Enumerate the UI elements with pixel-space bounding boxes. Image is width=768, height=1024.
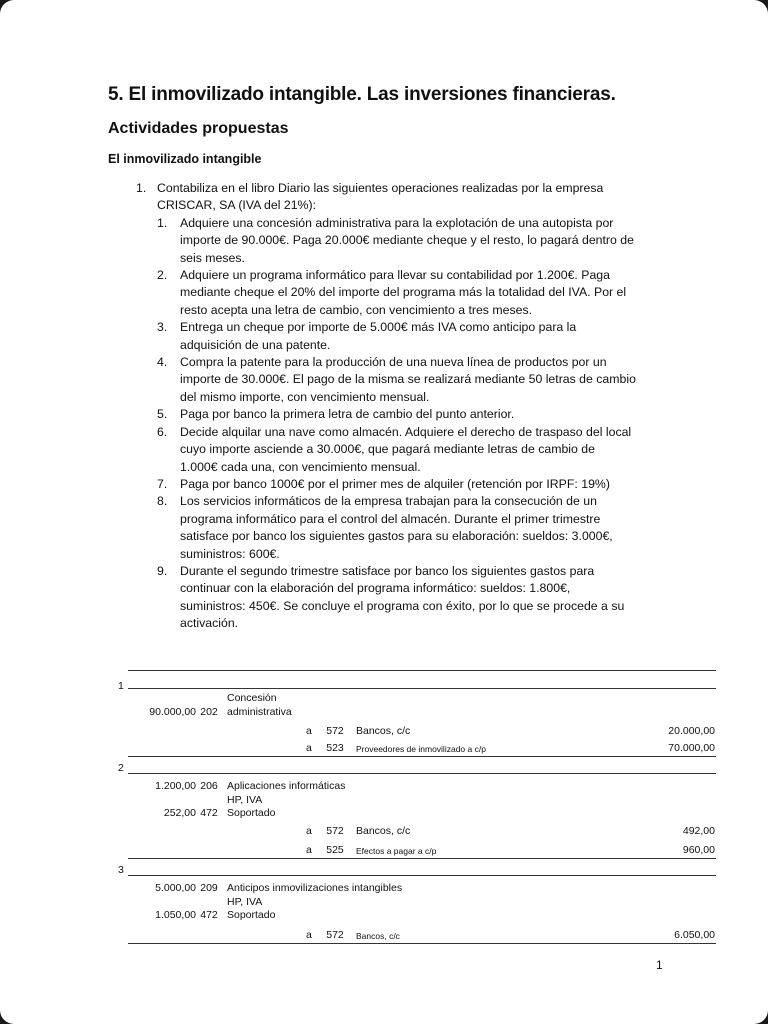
debit-account-code: 472 (200, 807, 218, 819)
entry-number: 1 (118, 680, 124, 692)
operation-number: 9. (157, 563, 168, 578)
entry-number: 2 (118, 762, 124, 774)
operations-list (157, 215, 687, 633)
credit-a: a (306, 825, 312, 837)
debit-account-name: Soportado (227, 807, 276, 819)
operation-line: Compra la patente para la producción de una nueva línea de productos por un (180, 355, 607, 370)
operation-number: 7. (157, 476, 168, 491)
credit-a: a (306, 742, 312, 754)
journal-rule (128, 773, 716, 774)
journal-rule (128, 875, 716, 876)
exercise-number: 1. (136, 181, 147, 195)
operation-line: continuar con la elaboración del programa informático: sueldos: 1.800€, (180, 581, 571, 596)
debit-account-code: 209 (200, 882, 218, 894)
subsection-title: El inmovilizado intangible (108, 152, 262, 166)
debit-account-name: administrativa (227, 706, 292, 718)
credit-account-name: Bancos, c/c (356, 931, 400, 941)
debit-account-code: 202 (200, 706, 218, 718)
credit-account-name: Proveedores de inmovilizado a c/p (356, 744, 486, 754)
credit-account-code: 572 (326, 725, 344, 737)
debit-amount: 1.200,00 (155, 780, 196, 792)
operation-line: mediante cheque el 20% del importe del programa más la totalidad del IVA. Por el (180, 285, 627, 300)
operation-item (157, 354, 687, 406)
operation-line: Los servicios informáticos de la empresa trabajan para la consecución de un (180, 494, 597, 509)
page-number: 1 (656, 958, 663, 972)
operation-line: importe de 90.000€. Paga 20.000€ mediante cheque y el resto, lo pagará dentro de (180, 233, 634, 248)
credit-account-name: Bancos, c/c (356, 825, 411, 837)
operation-number: 4. (157, 355, 168, 370)
operation-line: activación. (180, 616, 239, 631)
operation-item (157, 424, 687, 476)
exercise-1 (136, 180, 696, 633)
credit-a: a (306, 929, 312, 941)
operation-line: Paga por banco la primera letra de cambio del punto anterior. (180, 407, 515, 422)
debit-account-name: HP, IVA (227, 896, 263, 908)
operation-line: suministros: 600€. (180, 546, 280, 561)
operation-line: 1.000€ cada una, con vencimiento mensual. (180, 459, 421, 474)
operation-line: Adquiere una concesión administrativa para la explotación de una autopista por (180, 215, 614, 230)
operation-line: Decide alquilar una nave como almacén. Adquiere el derecho de traspaso del local (180, 424, 632, 439)
operation-number: 5. (157, 407, 168, 422)
debit-account-code: 472 (200, 909, 218, 921)
operation-line: cuyo importe asciende a 30.000€, que pagará mediante letras de cambio de (180, 442, 595, 457)
operation-line: programa informático para el control del almacén. Durante el primer trimestre (180, 511, 601, 526)
credit-account-name: Efectos a pagar a c/p (356, 846, 437, 856)
operation-number: 1. (157, 215, 168, 230)
operation-number: 3. (157, 320, 168, 335)
operation-number: 8. (157, 494, 168, 509)
operation-line: suministros: 450€. Se concluye el programa con éxito, por lo que se procede a su (180, 598, 625, 613)
credit-amount: 6.050,00 (674, 929, 715, 941)
operation-line: resto acepta una letra de cambio, con vencimiento a tres meses. (180, 302, 533, 317)
operation-item (157, 476, 687, 493)
credit-account-code: 525 (326, 844, 344, 856)
debit-account-name: HP, IVA (227, 794, 263, 806)
operation-item (157, 406, 687, 423)
journal-rule (128, 858, 716, 859)
operation-number: 6. (157, 424, 168, 439)
exercise-intro (136, 180, 696, 215)
debit-account-name: Anticipos inmovilizaciones intangibles (227, 882, 403, 894)
operation-item (157, 215, 687, 267)
operation-line: importe de 30.000€. El pago de la misma se realizará mediante 50 letras de cambio (180, 372, 636, 387)
credit-amount: 492,00 (682, 825, 715, 837)
section-title: Actividades propuestas (108, 120, 289, 137)
intro-line: CRISCAR, SA (IVA del 21%): (157, 198, 317, 213)
debit-account-name: Soportado (227, 909, 276, 921)
intro-line: Contabiliza en el libro Diario las siguientes operaciones realizadas por la empresa (157, 181, 604, 195)
journal-rule (128, 756, 716, 757)
operation-line: satisface por banco los siguientes gastos para su elaboración: sueldos: 3.000€, (180, 529, 613, 544)
operation-line: Paga por banco 1000€ por el primer mes de alquiler (retención por IRPF: 19%) (180, 476, 610, 491)
credit-account-name: Bancos, c/c (356, 725, 411, 737)
debit-amount: 5.000,00 (155, 882, 196, 894)
journal-rule (128, 688, 716, 689)
debit-account-name: Concesión (227, 692, 277, 704)
operation-line: del mismo importe, con vencimiento mensual. (180, 389, 430, 404)
credit-account-code: 572 (326, 825, 344, 837)
operation-line: seis meses. (180, 250, 245, 265)
operation-line: Entrega un cheque por importe de 5.000€ más IVA como anticipo para la (180, 320, 577, 335)
operation-line: Durante el segundo trimestre satisface por banco los siguientes gastos para (180, 563, 595, 578)
journal-rule (128, 670, 716, 671)
debit-amount: 1.050,00 (155, 909, 196, 921)
debit-amount: 90.000,00 (149, 706, 196, 718)
operation-number: 2. (157, 268, 168, 283)
operation-item (157, 319, 687, 354)
debit-account-name: Aplicaciones informáticas (227, 780, 346, 792)
operation-item (157, 563, 687, 633)
credit-a: a (306, 725, 312, 737)
operation-line: Adquiere un programa informático para llevar su contabilidad por 1.200€. Paga (180, 268, 610, 283)
debit-amount: 252,00 (163, 807, 196, 819)
credit-account-code: 523 (326, 742, 344, 754)
credit-amount: 20.000,00 (668, 725, 715, 737)
operation-line: adquisición de una patente. (180, 337, 331, 352)
entry-number: 3 (118, 864, 124, 876)
debit-account-code: 206 (200, 780, 218, 792)
credit-amount: 960,00 (682, 844, 715, 856)
credit-a: a (306, 844, 312, 856)
operation-item (157, 493, 687, 563)
chapter-title: 5. El inmovilizado intangible. Las inversiones financieras. (108, 84, 616, 105)
operation-item (157, 267, 687, 319)
journal-rule (128, 943, 716, 944)
credit-account-code: 572 (326, 929, 344, 941)
credit-amount: 70.000,00 (668, 742, 715, 754)
